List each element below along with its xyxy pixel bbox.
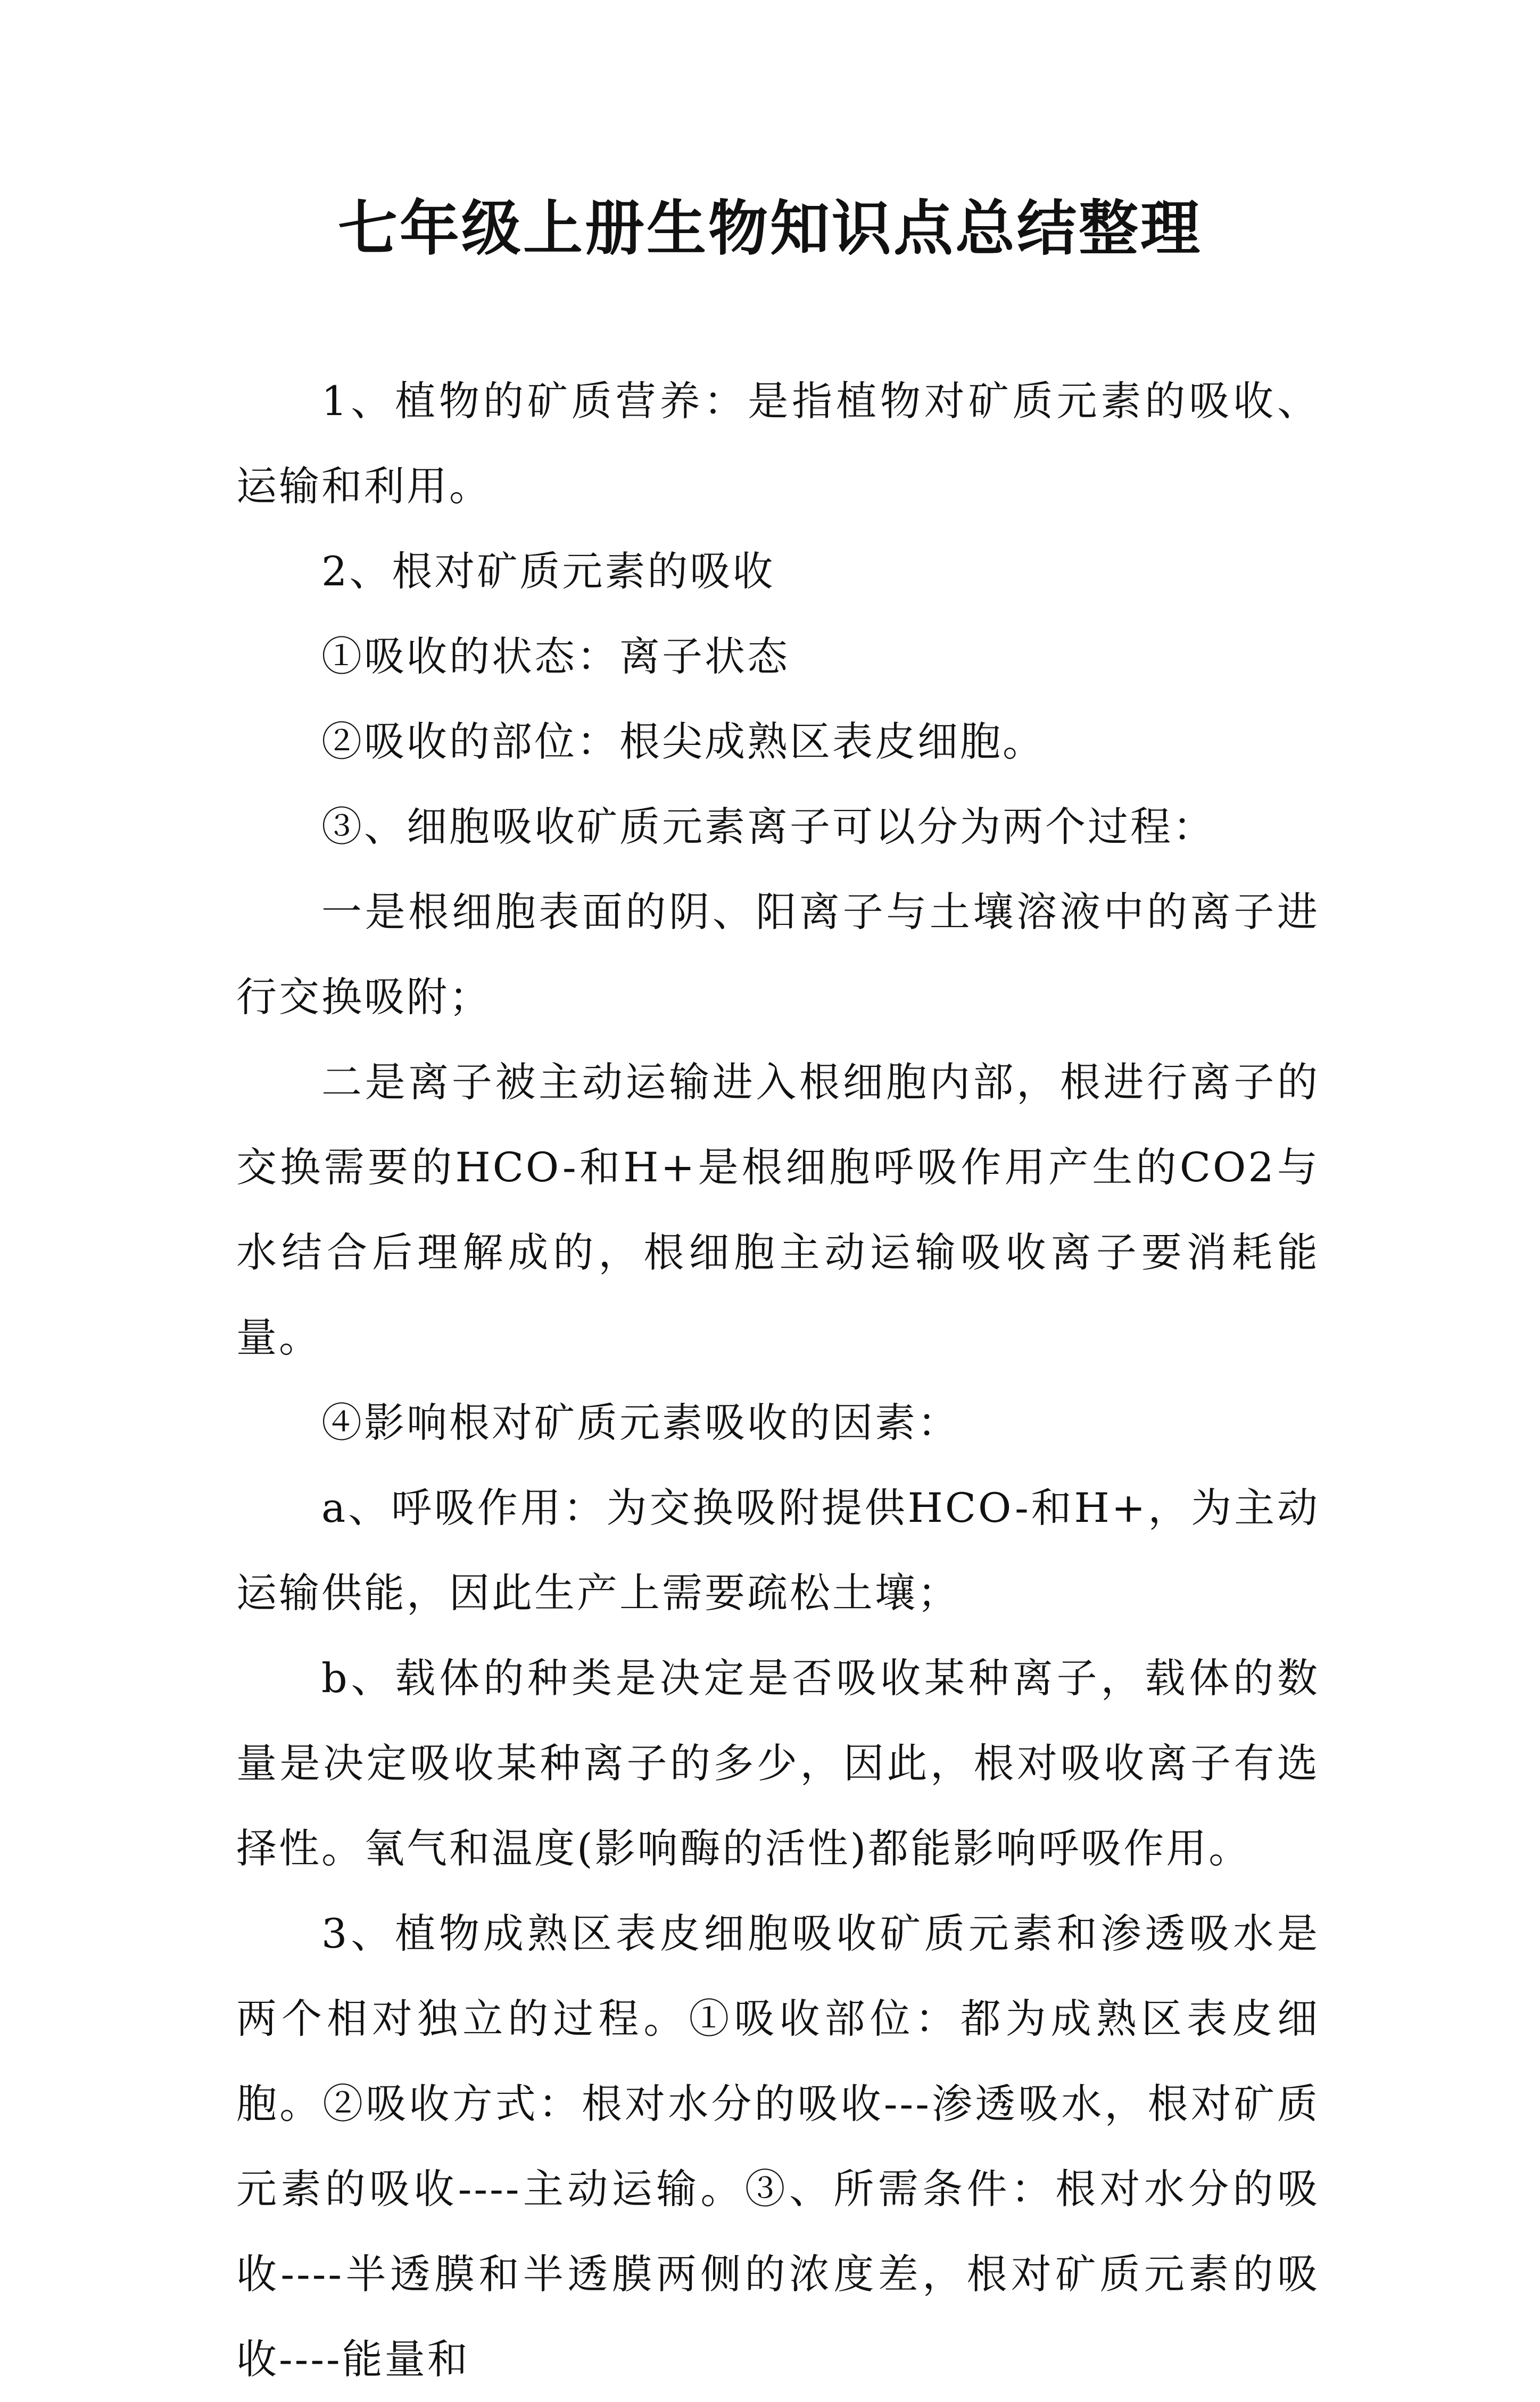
document-title: 七年级上册生物知识点总结整理	[338, 194, 1202, 263]
paragraph: 二是离子被主动运输进入根细胞内部，根进行离子的交换需要的HCO-和H+是根细胞呼吸作用产生的CO2与水结合后理解成的，根细胞主动运输吸收离子要消耗能量。	[236, 1058, 1320, 1361]
paragraph: 2、根对矿质元素的吸收	[321, 548, 775, 595]
paragraph: 1、植物的矿质营养：是指植物对矿质元素的吸收、运输和利用。	[236, 377, 1320, 510]
paragraph: ①吸收的状态：离子状态	[321, 633, 790, 680]
document-body	[236, 359, 1320, 2402]
paragraph: 3、植物成熟区表皮细胞吸收矿质元素和渗透吸水是两个相对独立的过程。①吸收部位：都为成熟区表皮细胞。②吸收方式：根对水分的吸收---渗透吸水，根对矿质元素的吸收----主动运输。③、所需条件：根对水分的吸收----半透膜和半透膜两侧的浓度差，根对矿质元素的吸收----能量和	[236, 1910, 1320, 2383]
paragraph: b、载体的种类是决定是否吸收某种离子，载体的数量是决定吸收某种离子的多少，因此，根对吸收离子有选择性。氧气和温度(影响酶的活性)都能影响呼吸作用。	[236, 1654, 1320, 1872]
paragraph: ③、细胞吸收矿质元素离子可以分为两个过程：	[321, 803, 1215, 850]
paragraph: ④影响根对矿质元素吸收的因素：	[321, 1399, 960, 1446]
paragraph: 一是根细胞表面的阴、阳离子与土壤溶液中的离子进行交换吸附；	[236, 888, 1320, 1021]
paragraph: a、呼吸作用：为交换吸附提供HCO-和H+，为主动运输供能，因此生产上需要疏松土壤；	[236, 1484, 1320, 1617]
paragraph: ②吸收的部位：根尖成熟区表皮细胞。	[321, 718, 1045, 765]
